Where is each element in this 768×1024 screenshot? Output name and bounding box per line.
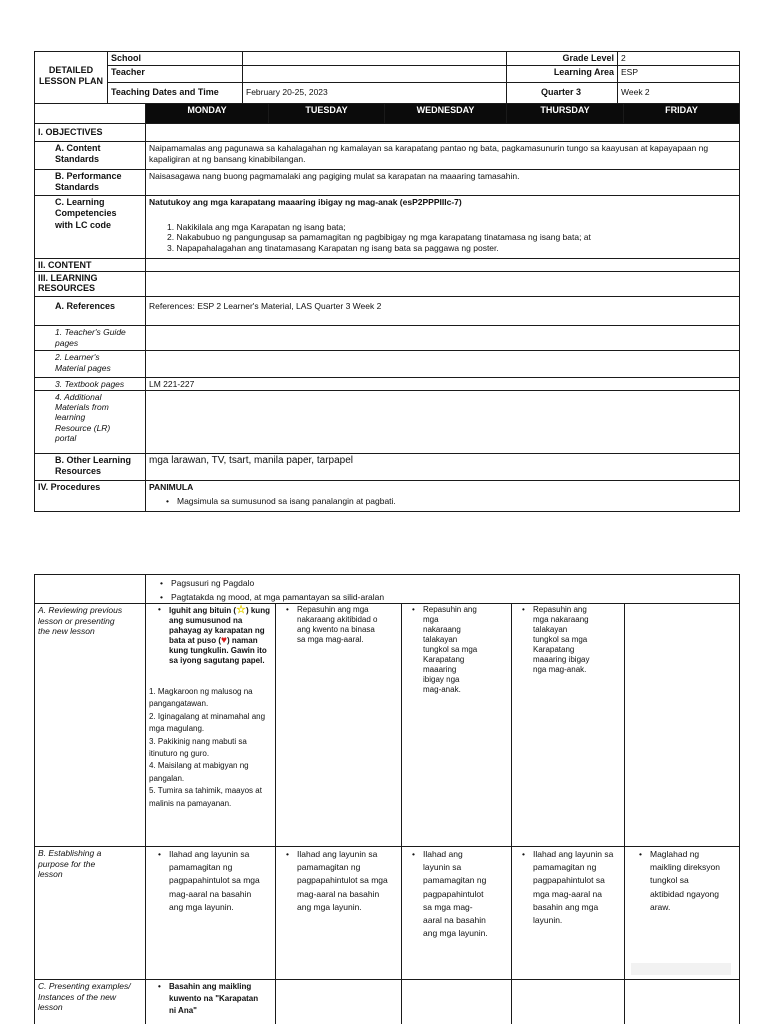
shaded-box (631, 963, 731, 975)
list-item: • Magsimula sa sumusunod sa isang panalangin at pagbati. (163, 496, 736, 507)
teachers-guide-label: 1. Teacher's Guide pages (34, 325, 146, 351)
procedures-cell (145, 480, 740, 512)
day-header-tuesday: TUESDAY (268, 103, 385, 124)
page2-top-blank (34, 574, 146, 604)
reviewing-friday-cell (624, 603, 740, 847)
star-icon: ☆ (236, 604, 246, 616)
references-label: A. References (34, 296, 146, 326)
list-item: • Ilahad ang layunin sa pamamagitan ng pagpapahintulot sa mga mag-aaral na basahin ang mga layunin. (283, 848, 392, 914)
list-item: • Ilahad ang layunin sa pamamagitan ng pagpapahintulot sa mga mag-aaral na basahin ang mga layunin. (155, 848, 264, 914)
day-header-monday: MONDAY (145, 103, 269, 124)
dates-label: Teaching Dates and Time (107, 82, 243, 104)
grade-label: Grade Level (506, 51, 618, 66)
week-value: Week 2 (617, 82, 740, 104)
statements-list: 1. Magkaroon ng malusog na pangangatawan. 2. Iginagalang at minamahal ang mga magulang. 3. Pakikinig nang mabuti sa itinuturo ng guro. 4. Maisilang at mabigyan ng pangalan. 5. Tumira sa tahimik, maayos at malinis na pamayanan. (149, 687, 266, 808)
grade-value: 2 (617, 51, 740, 66)
dates-value: February 20-25, 2023 (242, 82, 507, 104)
day-header-wednesday: WEDNESDAY (384, 103, 507, 124)
list-item: • Ilahad ang layunin sa pamamagitan ng pagpapahintulot sa mga mag-aaral na basahin ang mga layunin. (409, 848, 488, 940)
learning-competencies-label: C. Learning Competencies with LC code (34, 195, 146, 259)
instruction-part-1: Iguhit ang bituin ( (169, 606, 237, 615)
reviewing-thursday-cell (511, 603, 625, 847)
content-standards-label: A. Content Standards (34, 141, 146, 170)
reviewing-lesson-label: A. Reviewing previous lesson or presenting the new lesson (34, 603, 146, 847)
additional-materials-value (145, 390, 740, 454)
instruction-part-3: ) naman kung tungkulin. Gawin ito sa iyong sagutang papel. (169, 636, 267, 665)
content-heading: II. CONTENT (34, 258, 146, 272)
list-item (155, 605, 272, 666)
list-item: • Pagtatakda ng mood, at mga pamantayan sa silid-aralan (157, 592, 736, 603)
purpose-tuesday-cell (275, 846, 402, 980)
school-value (242, 51, 507, 66)
content-standards-text: Naipamamalas ang pagunawa sa kahalagahan ng kamalayan sa karapatang pantao ng bata, pagkamasunurin tungo sa kaayusan at kapayapaan ng kapaligiran at ng bansang kinabibilangan. (145, 141, 740, 170)
learning-competencies-cell (145, 195, 740, 259)
area-label: Learning Area (506, 65, 618, 83)
page2-top-cell (145, 574, 740, 604)
examples-monday-cell (145, 979, 276, 1024)
examples-friday-cell (624, 979, 740, 1024)
list-item: • Basahin ang maikling kuwento na "Karapatan ni Ana" (155, 981, 264, 1017)
examples-tuesday-cell (275, 979, 402, 1024)
reviewing-wednesday-cell (401, 603, 512, 847)
title-line-1: DETAILED (48, 65, 94, 75)
list-item: • Maglahad ng maikling direksyon tungkol sa aktibidad ngayong araw. (636, 848, 722, 914)
opening-list (149, 578, 736, 602)
day-header-friday: FRIDAY (623, 103, 740, 124)
competency-item: 1. Nakikilala ang mga Karapatan ng isang bata; (167, 221, 346, 232)
list-item: • Repasuhin ang mga nakaraang talakayan tungkol sa mga Karapatang maaaring ibigay nga mag-anak. (519, 605, 591, 675)
competency-item: 3. Napapahalagahan ang tinatamasang Karapatan ng isang bata sa paggawa ng poster. (167, 242, 499, 253)
list-item: • Repasuhin ang mga nakaraang talakayan tungkol sa mga Karapatang maaaring ibigay nga mag-anak. (409, 605, 478, 695)
objectives-blank (145, 123, 740, 142)
establishing-purpose-label: B. Establishing a purpose for the lesson (34, 846, 146, 980)
reviewing-monday-list (149, 605, 272, 666)
panimula-heading: PANIMULA (149, 482, 194, 492)
quarter-label: Quarter 3 (506, 82, 618, 104)
teachers-guide-value (145, 325, 740, 351)
list-item: • Ilahad ang layunin sa pamamagitan ng pagpapahintulot sa mga mag-aaral na basahin ang mga layunin. (519, 848, 617, 927)
content-blank (145, 258, 740, 272)
title-line-2: LESSON PLAN (38, 76, 103, 87)
purpose-wednesday-cell (401, 846, 512, 980)
procedures-label: IV. Procedures (34, 480, 146, 512)
school-label: School (107, 51, 243, 66)
lesson-plan-page-2 (0, 548, 768, 1024)
competency-intro: Natutukoy ang mga karapatang maaaring ibigay ng mag-anak (esP2PPPIIIc-7) (149, 197, 462, 207)
heart-icon: ♥ (221, 635, 227, 646)
reviewing-monday-cell (145, 603, 276, 847)
performance-standards-text: Naisasagawa nang buong pagmamalaki ang pagiging mulat sa karapatan na maaaring tamasahin. (145, 169, 740, 196)
purpose-friday-cell (624, 846, 740, 980)
title-cell (34, 51, 108, 104)
other-resources-label: B. Other Learning Resources (34, 453, 146, 481)
objectives-heading: I. OBJECTIVES (34, 123, 146, 142)
list-item: • Repasuhin ang mga nakaraang akitibidad o ang kwento na binasa sa mga mag-aaral. (283, 605, 378, 645)
other-resources-value: mga larawan, TV, tsart, manila paper, tarpapel (145, 453, 740, 481)
purpose-thursday-cell (511, 846, 625, 980)
purpose-monday-cell (145, 846, 276, 980)
day-header-blank (34, 103, 146, 124)
additional-materials-label: 4. Additional Materials from learning Resource (LR) portal (34, 390, 146, 454)
instruction-part-2: ) kung ang sumusunod na pahayag ay karapatan ng bata at puso ( (169, 606, 270, 645)
references-value: References: ESP 2 Learner's Material, LAS Quarter 3 Week 2 (145, 296, 740, 326)
performance-standards-label: B. Performance Standards (34, 169, 146, 196)
reviewing-tuesday-cell (275, 603, 402, 847)
learning-resources-blank (145, 271, 740, 297)
competency-item: 2. Nakabubuo ng pangungusap sa pamamagitan ng pagbibigay ng mga karapatang tinatamasa ng isang bata; at (167, 232, 591, 243)
examples-thursday-cell (511, 979, 625, 1024)
teacher-value (242, 65, 507, 83)
textbook-label: 3. Textbook pages (34, 377, 146, 391)
day-header-thursday: THURSDAY (506, 103, 624, 124)
textbook-value: LM 221-227 (145, 377, 740, 391)
competency-list (149, 222, 736, 254)
learning-resources-heading: III. LEARNING RESOURCES (34, 271, 146, 297)
list-item: • Pagsusuri ng Pagdalo (157, 578, 736, 589)
examples-wednesday-cell (401, 979, 512, 1024)
procedures-list (149, 496, 736, 507)
presenting-examples-label: C. Presenting examples/ Instances of the new lesson (34, 979, 146, 1024)
learners-material-label: 2. Learner's Material pages (34, 350, 146, 378)
area-value: ESP (617, 65, 740, 83)
learners-material-value (145, 350, 740, 378)
teacher-label: Teacher (107, 65, 243, 83)
